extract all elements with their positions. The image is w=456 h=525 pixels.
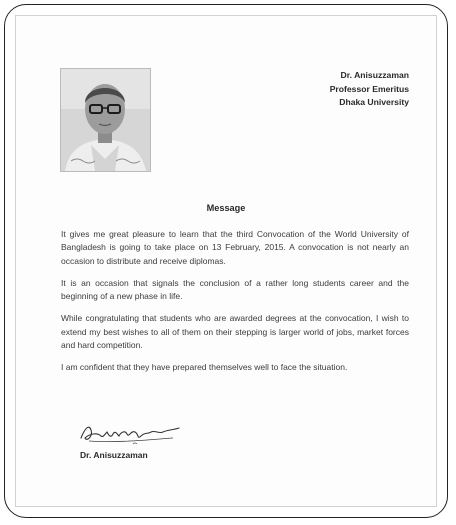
message-heading: Message bbox=[206, 203, 246, 213]
message-paragraph: While congratulating that students who are awarded degrees at the convocation, I wish to extend my best wishes to all of them on their stepping is larger world of jobs, market forces and hard competition. bbox=[61, 313, 409, 351]
portrait-photo bbox=[60, 68, 151, 172]
message-paragraph: It is an occasion that signals the conclusion of a rather long students career and the beginning of a new phase in life. bbox=[61, 277, 409, 302]
sender-block bbox=[330, 69, 409, 110]
message-card bbox=[4, 4, 448, 518]
sender-name: Dr. Anisuzzaman bbox=[340, 70, 409, 80]
handwritten-signature bbox=[75, 416, 195, 448]
message-paragraph: It gives me great pleasure to learn that the third Convocation of the World University of Bangladesh is going to take place on 13 February, 2015. A convocation is not nearly an occasion to distribute and receive diplomas. bbox=[61, 229, 409, 266]
signer-name: Dr. Anisuzzaman bbox=[80, 450, 148, 460]
portrait-image bbox=[61, 69, 150, 171]
message-body bbox=[61, 228, 409, 384]
message-paragraph: I am confident that they have prepared themselves well to face the situation. bbox=[61, 362, 348, 373]
sender-title: Professor Emeritus bbox=[329, 83, 409, 94]
sender-institution: Dhaka University bbox=[339, 97, 409, 108]
